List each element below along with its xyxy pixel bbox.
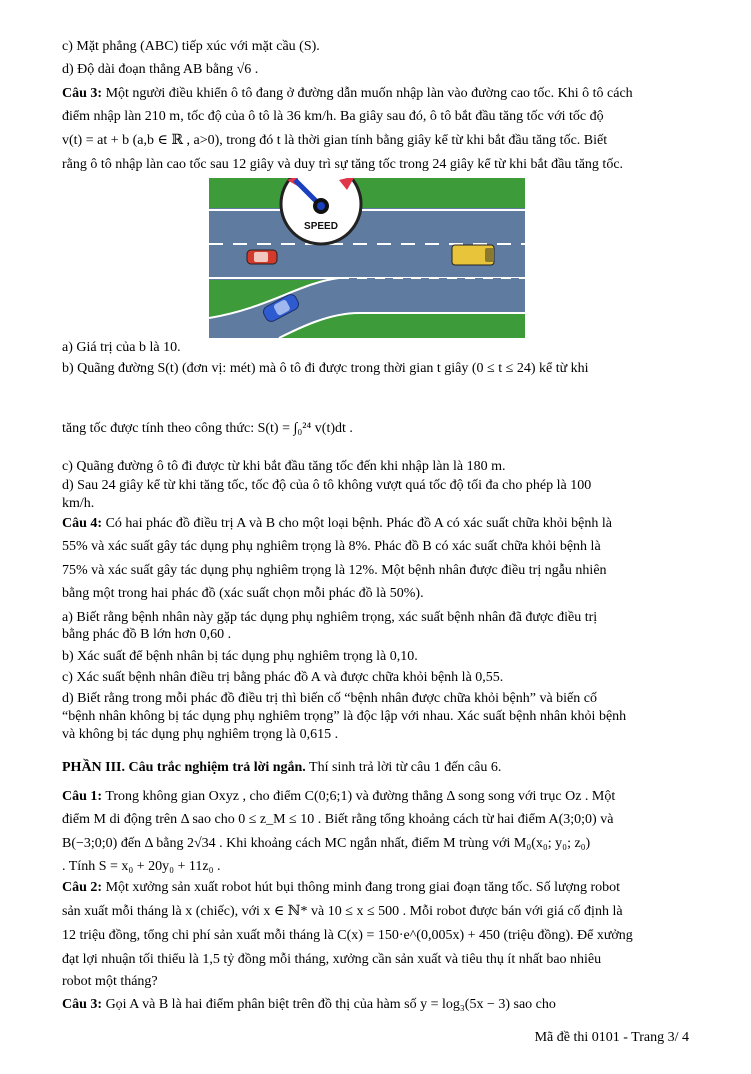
p3-q2-text-1: Một xưởng sản xuất robot hút bụi thông minh đang trong giai đoạn tăng tốc. Số lượng robot: [105, 880, 621, 895]
part-3-title: PHẦN III. Câu trắc nghiệm trả lời ngắn.: [62, 760, 306, 775]
q4-stem-line-1: [62, 515, 690, 533]
p3-q2-label: Câu 2:: [62, 880, 103, 895]
q4-item-d-line-3: và không bị tác dụng phụ nghiêm trọng là 0,615 .: [62, 727, 339, 742]
q4-item-c: c) Xác suất bệnh nhân điều trị bằng phác đồ A và được chữa khỏi bệnh là 0,55.: [62, 670, 504, 685]
q3-stem-line-4: rằng ô tô nhập làn cao tốc sau 12 giây và duy trì sự tăng tốc trong 24 giây kể từ khi bắt đầu tăng tốc.: [62, 157, 624, 172]
p3-q1-line-3: B(−3;0;0) đến Δ bằng 2√34 . Khi khoảng cách MC ngắn nhất, điểm M trùng với M₀(x₀; y₀; z₀): [62, 836, 591, 851]
q3-stem-line-3: v(t) = at + b (a,b ∈ ℝ , a>0), trong đó t là thời gian tính bằng giây kể từ khi bắt đầu tăng tốc. Biết: [62, 133, 608, 148]
q2-item-d: d) Độ dài đoạn thẳng AB bằng √6 .: [62, 62, 259, 77]
speedometer-hub-center: [317, 202, 325, 210]
q3-stem-line-2: điểm nhập làn 210 m, tốc độ của ô tô là 36 km/h. Ba giây sau đó, ô tô bắt đầu tăng tốc với tốc độ: [62, 109, 604, 124]
q2-item-c: c) Mặt phẳng (ABC) tiếp xúc với mặt cầu (S).: [62, 39, 320, 54]
p3-q2-line-4: đạt lợi nhuận tối thiểu là 1,5 tỷ đồng mỗi tháng, xưởng cần sản xuất và tiêu thụ ít nhất bao nhiêu: [62, 952, 602, 967]
p3-q3-label: Câu 3:: [62, 997, 103, 1012]
p3-q1-text-1: Trong không gian Oxyz , cho điểm C(0;6;1) và đường thẳng Δ song song với trục Oz . Một: [105, 789, 616, 804]
p3-q3-text: Gọi A và B là hai điểm phân biệt trên đồ thị của hàm số y = log₃(5x − 3) sao cho: [105, 997, 556, 1012]
q4-stem-line-2: 55% và xác suất gây tác dụng phụ nghiêm trọng là 8%. Phác đồ B có xác suất chữa khỏi bệnh là: [62, 539, 601, 554]
q3-item-b-line-2: tăng tốc được tính theo công thức: S(t) = ∫₀²⁴ v(t)dt .: [62, 421, 353, 436]
highway-merge-illustration: [209, 178, 525, 338]
red-car-windows: [254, 252, 268, 262]
q4-item-d-line-1: d) Biết rằng trong mỗi phác đồ điều trị thì biến cố “bệnh nhân được chữa khỏi bệnh” và biến cố: [62, 691, 597, 706]
speedometer-label: SPEED: [304, 221, 338, 232]
q4-item-a-line-2: bằng phác đồ B lớn hơn 0,60 .: [62, 627, 232, 642]
q4-stem-line-3: 75% và xác suất gây tác dụng phụ nghiêm trọng là 12%. Một bệnh nhân được điều trị ngẫu nhiên: [62, 563, 607, 578]
q4-item-d-line-2: “bệnh nhân không bị tác dụng phụ nghiêm trọng” là độc lập với nhau. Xác suất bệnh nhân khỏi bệnh: [62, 709, 627, 724]
yellow-truck-cab: [485, 248, 494, 262]
q4-stem-line-4: bằng một trong hai phác đồ (xác suất chọn mỗi phác đồ là 50%).: [62, 586, 424, 601]
q4-stem-text-1: Có hai phác đồ điều trị A và B cho một loại bệnh. Phác đồ A có xác suất chữa khỏi bệnh là: [105, 516, 612, 531]
p3-q1-label: Câu 1:: [62, 789, 103, 804]
p3-q1-line-4: . Tính S = x₀ + 20y₀ + 11z₀ .: [62, 859, 221, 874]
q3-stem-text-1: Một người điều khiển ô tô đang ở đường dẫn muốn nhập làn vào đường cao tốc. Khi ô tô cách: [105, 86, 633, 101]
p3-q2-line-1: [62, 879, 690, 897]
page-footer: Mã đề thi 0101 - Trang 3/ 4: [534, 1030, 689, 1045]
q4-label: Câu 4:: [62, 516, 103, 531]
q4-item-a-line-1: a) Biết rằng bệnh nhân này gặp tác dụng phụ nghiêm trọng, xác suất bệnh nhân đã được điều trị: [62, 610, 598, 625]
q4-item-b: b) Xác suất để bệnh nhân bị tác dụng phụ nghiêm trọng là 0,10.: [62, 649, 418, 664]
q3-item-d-line-1: d) Sau 24 giây kể từ khi tăng tốc, tốc độ của ô tô không vượt quá tốc độ tối đa cho phép là 100: [62, 478, 592, 493]
part-3-heading: [62, 759, 690, 777]
q3-item-a: a) Giá trị của b là 10.: [62, 340, 181, 355]
p3-q2-line-3: 12 triệu đồng, tổng chi phí sản xuất mỗi tháng là C(x) = 150·e^(0,005x) + 450 (triệu đồng). Để xưởng: [62, 928, 633, 943]
p3-q1-line-1: [62, 788, 690, 806]
p3-q2-line-2: sản xuất mỗi tháng là x (chiếc), với x ∈ ℕ* và 10 ≤ x ≤ 500 . Mỗi robot được bán với giá cố định là: [62, 904, 623, 919]
q3-label: Câu 3:: [62, 86, 103, 101]
q3-item-c: c) Quãng đường ô tô đi được từ khi bắt đầu tăng tốc đến khi nhập làn là 180 m.: [62, 459, 506, 474]
q3-item-b-line-1: b) Quãng đường S(t) (đơn vị: mét) mà ô tô đi được trong thời gian t giây (0 ≤ t ≤ 24) kể từ khi: [62, 361, 589, 376]
q3-item-d-line-2: km/h.: [62, 496, 95, 511]
p3-q2-line-5: robot một tháng?: [62, 974, 158, 989]
p3-q3-line-1: [62, 996, 690, 1014]
q3-stem-line-1: [62, 85, 690, 103]
part-3-note: Thí sinh trả lời từ câu 1 đến câu 6.: [305, 760, 502, 775]
p3-q1-line-2: điểm M di động trên Δ sao cho 0 ≤ z_M ≤ 10 . Biết rằng tổng khoảng cách từ hai điểm A(3;0;0) và: [62, 812, 614, 827]
